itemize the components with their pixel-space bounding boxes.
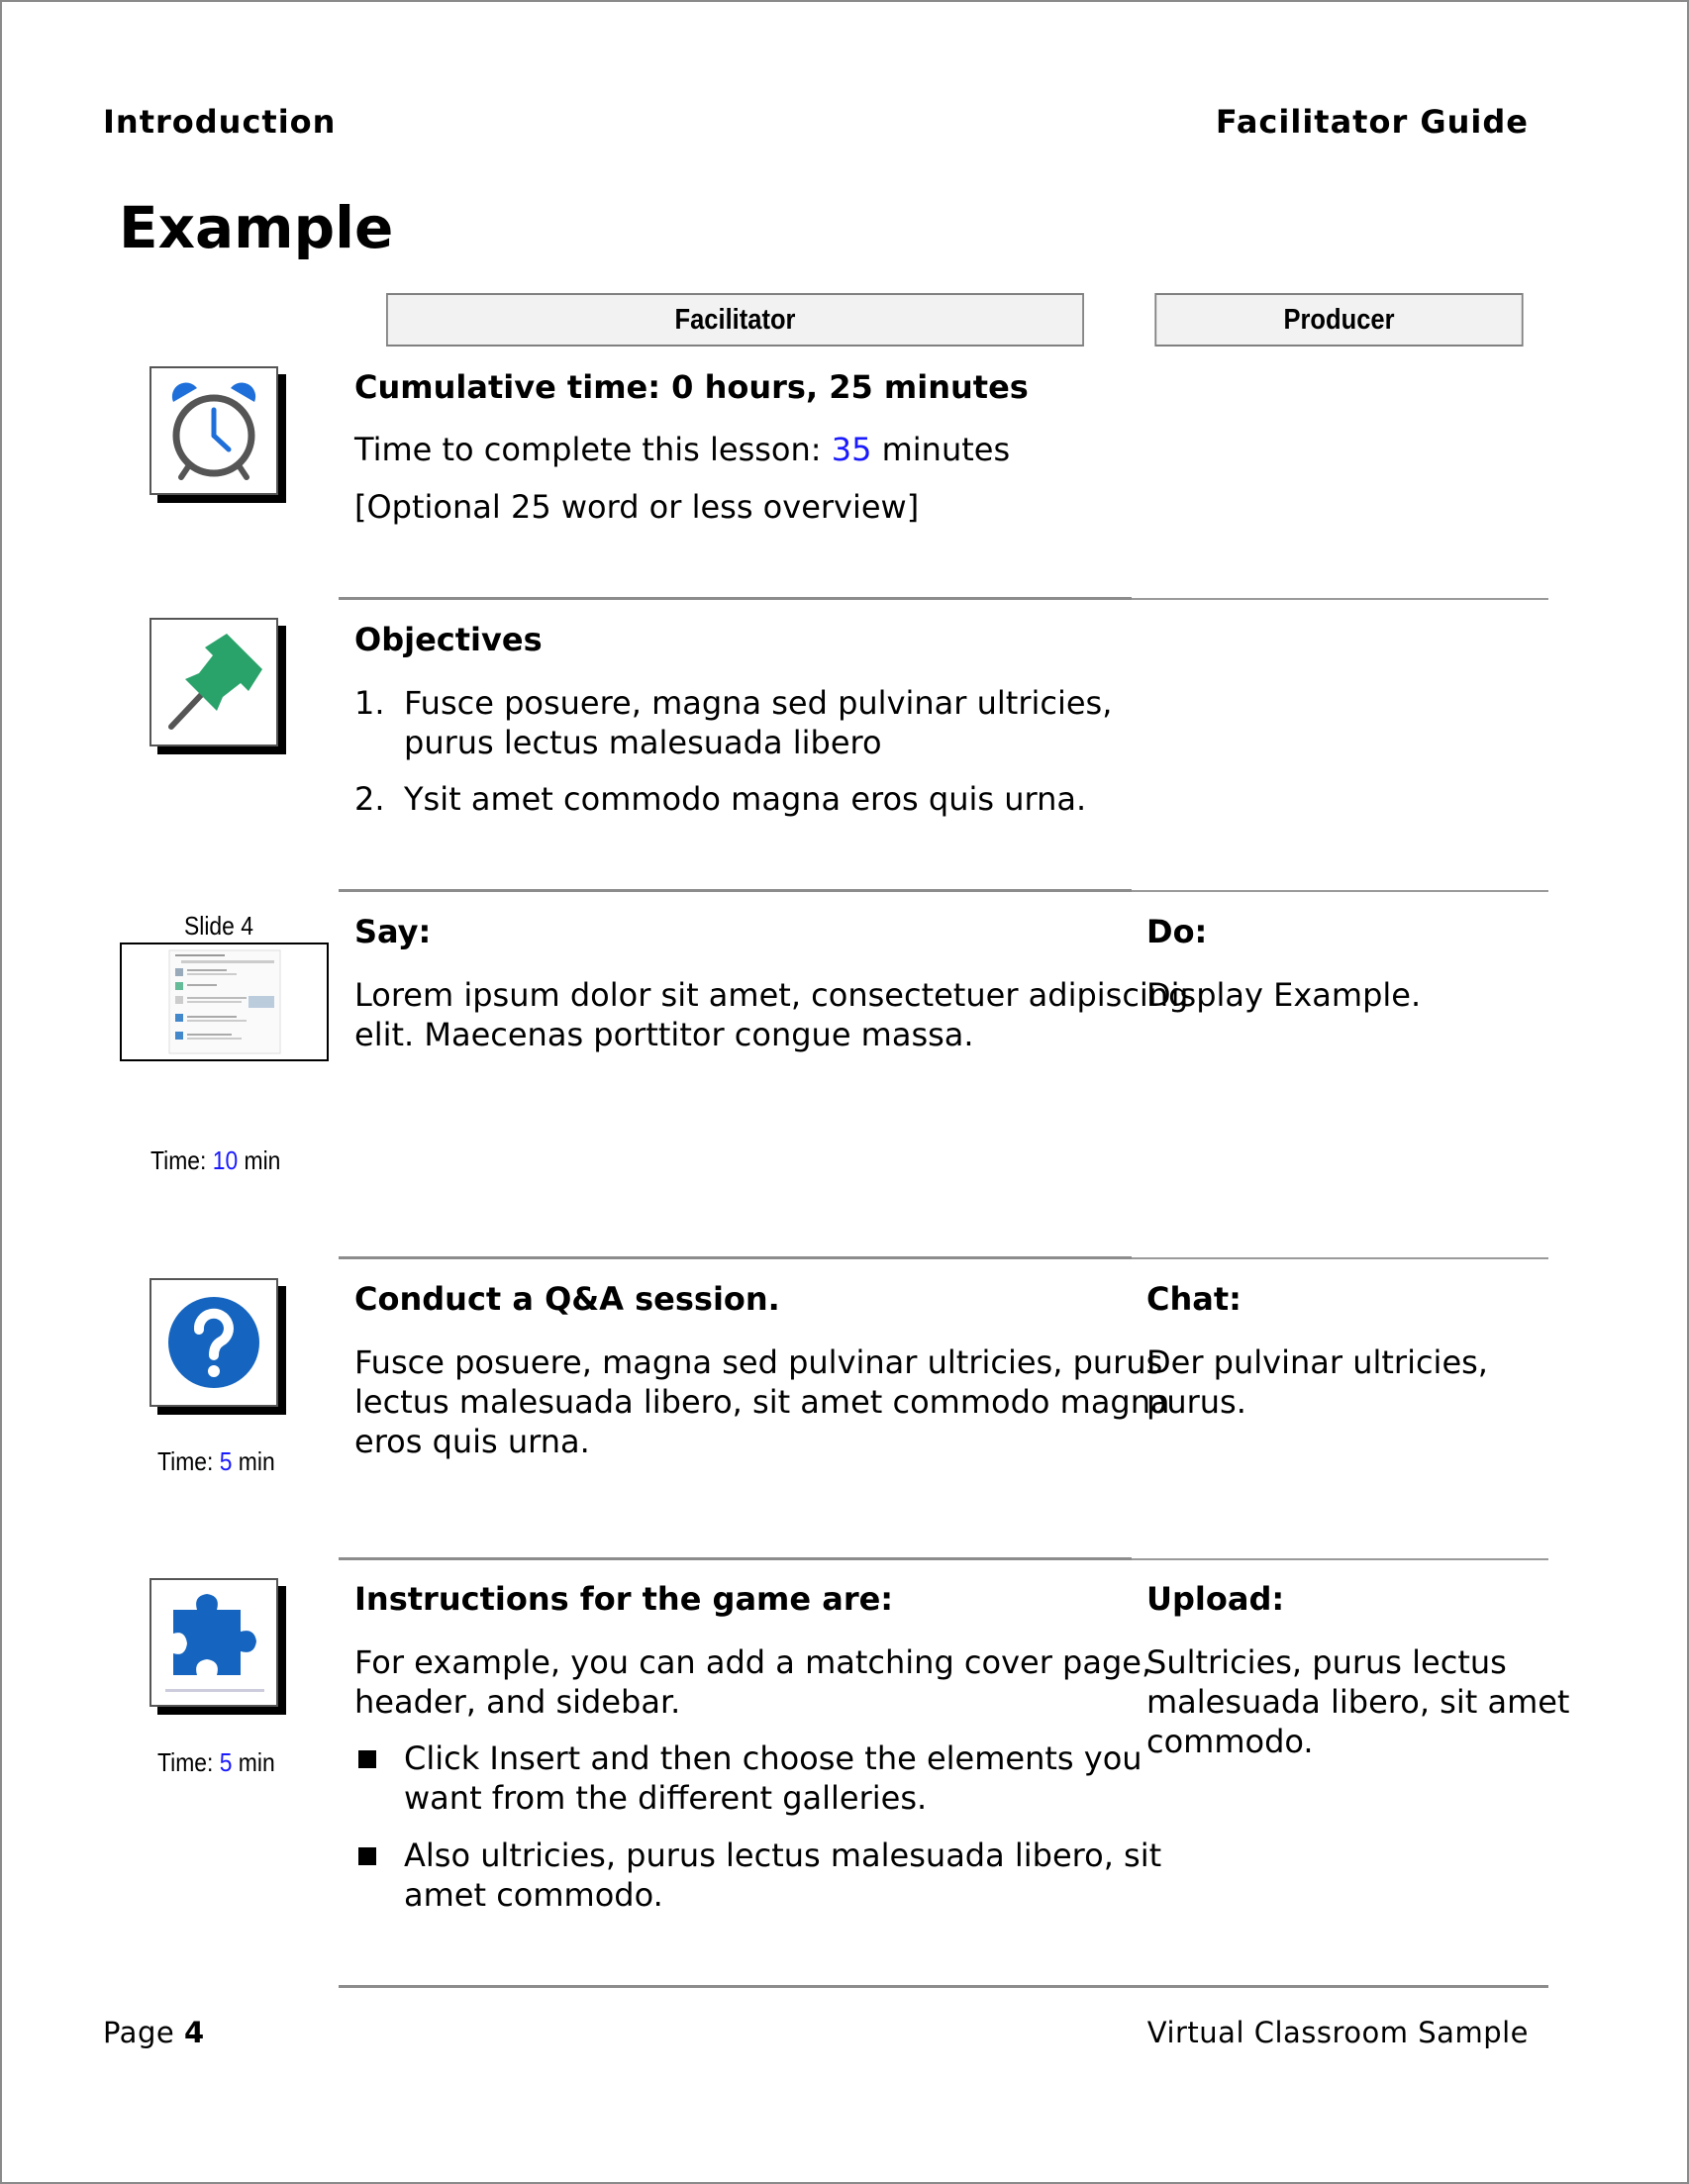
column-header-facilitator bbox=[386, 293, 1084, 347]
do-title: Do: bbox=[1146, 913, 1208, 950]
qa-text-line: eros quis urna. bbox=[354, 1423, 590, 1460]
objective-text-line: Fusce posuere, magna sed pulvinar ultricies, bbox=[404, 684, 1113, 722]
section-divider bbox=[1132, 598, 1548, 600]
time-label: Time: bbox=[150, 1145, 213, 1175]
footer-right: Virtual Classroom Sample bbox=[1146, 2016, 1529, 2049]
chat-text-line: Der pulvinar ultricies, bbox=[1146, 1343, 1488, 1381]
section-divider bbox=[1132, 890, 1548, 892]
time-value: 5 bbox=[219, 1747, 233, 1777]
puzzle-piece-icon bbox=[149, 1578, 278, 1707]
upload-text-line: commodo. bbox=[1146, 1723, 1314, 1760]
do-text: Display Example. bbox=[1146, 976, 1422, 1014]
game-text-line: For example, you can add a matching cover page, bbox=[354, 1643, 1152, 1681]
objective-number: 2. bbox=[354, 780, 385, 818]
page-title: Example bbox=[119, 194, 394, 261]
column-header-producer bbox=[1154, 293, 1523, 347]
game-text-line: header, and sidebar. bbox=[354, 1683, 681, 1721]
time-value: 10 bbox=[212, 1145, 239, 1175]
say-time bbox=[150, 1145, 280, 1176]
footer-page-label: Page bbox=[103, 2016, 184, 2049]
section-divider bbox=[339, 597, 1132, 600]
objective-text-line: purus lectus malesuada libero bbox=[404, 724, 882, 761]
slide-thumbnail bbox=[120, 943, 329, 1061]
cumulative-time-title: Cumulative time: 0 hours, 25 minutes bbox=[354, 368, 1029, 406]
qa-title: Conduct a Q&A session. bbox=[354, 1280, 780, 1318]
pushpin-icon bbox=[149, 618, 278, 746]
lesson-time-value: 35 bbox=[831, 431, 872, 468]
bullet-marker bbox=[358, 1750, 376, 1768]
header-left: Introduction bbox=[103, 103, 337, 141]
objective-number: 1. bbox=[354, 684, 385, 722]
table-bottom-rule bbox=[339, 1985, 1548, 1988]
time-unit: min bbox=[238, 1145, 281, 1175]
time-label: Time: bbox=[157, 1747, 220, 1777]
time-value: 5 bbox=[219, 1446, 233, 1476]
upload-text-line: malesuada libero, sit amet bbox=[1146, 1683, 1570, 1721]
bullet-text-line: want from the different galleries. bbox=[404, 1779, 928, 1817]
game-title: Instructions for the game are: bbox=[354, 1580, 894, 1618]
header-right: Facilitator Guide bbox=[1215, 103, 1529, 141]
say-text-line: Lorem ipsum dolor sit amet, consectetuer adipiscing bbox=[354, 976, 1189, 1014]
lesson-time bbox=[354, 430, 1010, 469]
game-time bbox=[157, 1747, 275, 1778]
footer-page bbox=[103, 2016, 205, 2049]
column-header-producer-label: Producer bbox=[1283, 303, 1395, 336]
bullet-text-line: amet commodo. bbox=[404, 1876, 663, 1914]
upload-title: Upload: bbox=[1146, 1580, 1285, 1618]
say-text-line: elit. Maecenas porttitor congue massa. bbox=[354, 1016, 974, 1053]
objective-text-line: Ysit amet commodo magna eros quis urna. bbox=[404, 780, 1087, 818]
section-divider bbox=[339, 1256, 1132, 1259]
time-label: Time: bbox=[157, 1446, 220, 1476]
chat-text-line: purus. bbox=[1146, 1383, 1246, 1421]
qa-time bbox=[157, 1446, 275, 1477]
lesson-time-label: Time to complete this lesson: bbox=[354, 431, 832, 468]
time-unit: min bbox=[232, 1446, 275, 1476]
say-title: Say: bbox=[354, 913, 432, 950]
qa-text-line: lectus malesuada libero, sit amet commodo magna bbox=[354, 1383, 1170, 1421]
upload-text-line: Sultricies, purus lectus bbox=[1146, 1643, 1507, 1681]
footer-page-number: 4 bbox=[183, 2016, 205, 2049]
chat-title: Chat: bbox=[1146, 1280, 1242, 1318]
section-divider bbox=[1132, 1257, 1548, 1259]
overview-text: [Optional 25 word or less overview] bbox=[354, 488, 920, 526]
objectives-title: Objectives bbox=[354, 621, 543, 658]
bullet-text-line: Click Insert and then choose the elements you bbox=[404, 1739, 1143, 1777]
lesson-time-unit: minutes bbox=[871, 431, 1011, 468]
section-divider bbox=[339, 889, 1132, 892]
bullet-marker bbox=[358, 1847, 376, 1865]
qa-text-line: Fusce posuere, magna sed pulvinar ultricies, purus bbox=[354, 1343, 1163, 1381]
column-header-facilitator-label: Facilitator bbox=[674, 303, 796, 336]
time-unit: min bbox=[232, 1747, 275, 1777]
section-divider bbox=[1132, 1558, 1548, 1560]
bullet-text-line: Also ultricies, purus lectus malesuada libero, sit bbox=[404, 1837, 1162, 1874]
section-divider bbox=[339, 1557, 1132, 1560]
slide-label: Slide 4 bbox=[184, 911, 253, 941]
question-mark-icon bbox=[149, 1278, 278, 1407]
alarm-clock-icon bbox=[149, 366, 278, 495]
